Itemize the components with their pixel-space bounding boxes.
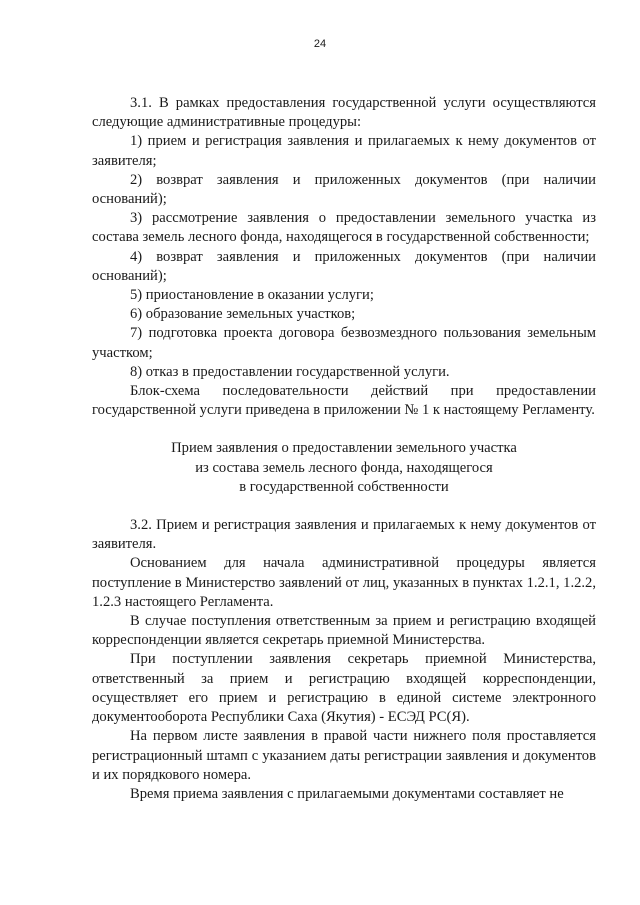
procedure-item-1: 1) прием и регистрация заявления и прилагаемых к нему документов от заявителя; bbox=[92, 133, 596, 169]
procedure-item-6: 6) образование земельных участков; bbox=[130, 306, 356, 323]
document-body bbox=[92, 94, 596, 804]
section-3-2-paragraph-1: 3.2. Прием и регистрация заявления и прилагаемых к нему документов от заявителя. bbox=[92, 517, 596, 553]
section-3-2-paragraph-5: На первом листе заявления в правой части нижнего поля проставляется регистрационный штамп с указанием даты регистрации заявления и документов и их порядкового номера. bbox=[92, 728, 596, 783]
section-heading-line-2: из состава земель лесного фонда, находящегося bbox=[195, 459, 493, 476]
procedure-item-3: 3) рассмотрение заявления о предоставлении земельного участка из состава земель лесного фонда, находящегося в государственной собственности; bbox=[92, 210, 596, 246]
procedure-item-5: 5) приостановление в оказании услуги; bbox=[130, 287, 374, 304]
section-3-2-paragraph-2: Основанием для начала административной процедуры является поступление в Министерство заявлений от лиц, указанных в пунктах 1.2.1, 1.2.2, 1.2.3 настоящего Регламента. bbox=[92, 555, 596, 610]
section-heading-line-3: в государственной собственности bbox=[239, 478, 449, 495]
block-scheme-paragraph: Блок-схема последовательности действий при предоставлении государственной услуги приведена в приложении № 1 к настоящему Регламенту. bbox=[92, 383, 596, 419]
section-heading-line-1: Прием заявления о предоставлении земельного участка bbox=[171, 440, 517, 457]
section-3-2-paragraph-3: В случае поступления ответственным за прием и регистрацию входящей корреспонденции является секретарь приемной Министерства. bbox=[92, 613, 596, 649]
procedure-item-7: 7) подготовка проекта договора безвозмездного пользования земельным участком; bbox=[92, 325, 596, 361]
procedure-item-8: 8) отказ в предоставлении государственной услуги. bbox=[130, 363, 450, 380]
procedure-item-2: 2) возврат заявления и приложенных документов (при наличии оснований); bbox=[92, 171, 596, 208]
section-3-1-intro: 3.1. В рамках предоставления государственной услуги осуществляются следующие административные процедуры: bbox=[92, 95, 596, 131]
section-3-2-paragraph-4: При поступлении заявления секретарь приемной Министерства, ответственный за прием и регистрацию входящей корреспонденции, осуществляет его прием и регистрацию в единой системе электронного документооборота Республики Саха (Якутия) - ЕСЭД РС(Я). bbox=[92, 651, 596, 726]
section-3-2-paragraph-6: Время приема заявления с прилагаемыми документами составляет не bbox=[130, 785, 564, 802]
procedure-item-4: 4) возврат заявления и приложенных документов (при наличии оснований); bbox=[92, 248, 596, 284]
page-number: 24 bbox=[313, 38, 327, 50]
section-heading bbox=[92, 439, 596, 497]
